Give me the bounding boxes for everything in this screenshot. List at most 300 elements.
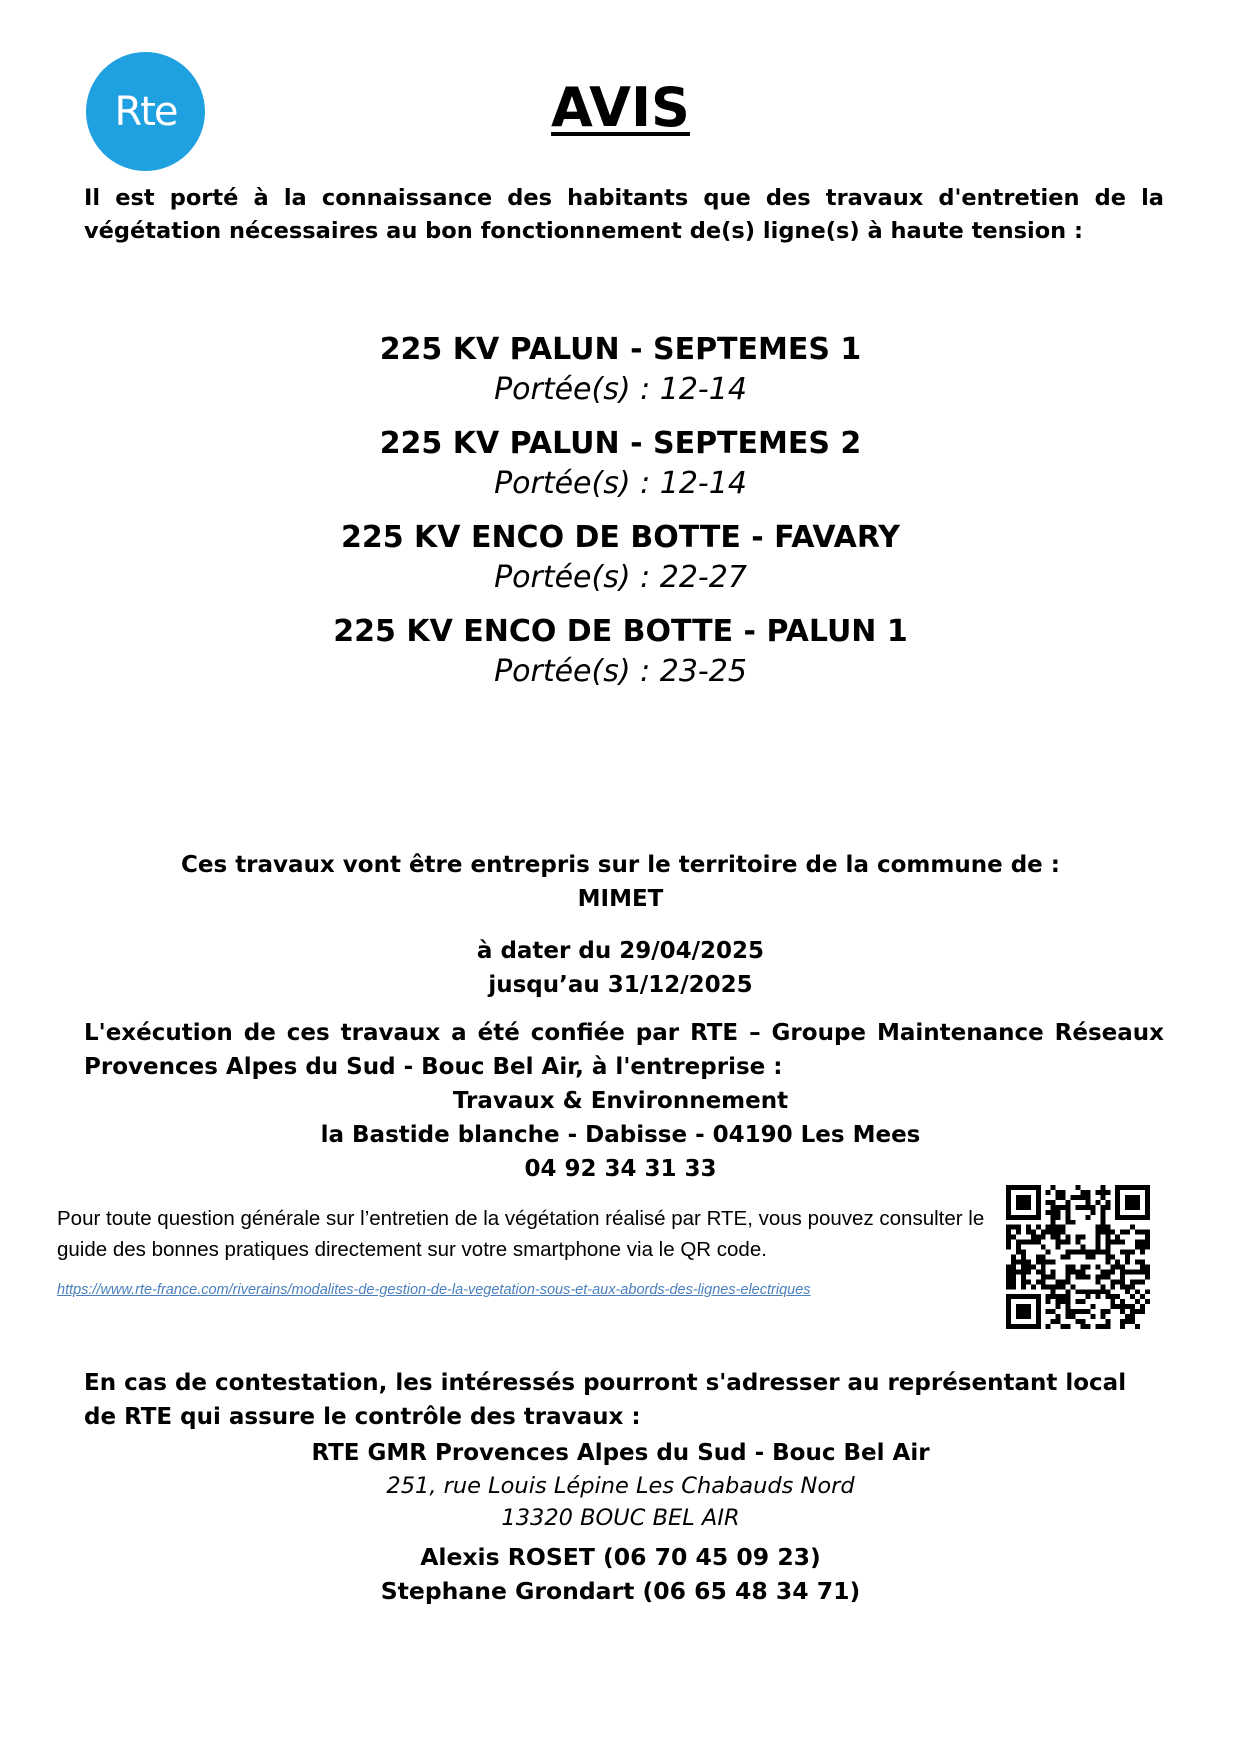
qr-module: [1080, 1190, 1085, 1195]
qr-module: [1095, 1279, 1100, 1284]
qr-module: [1145, 1235, 1150, 1240]
qr-module: [1080, 1245, 1085, 1250]
qr-module: [1006, 1279, 1011, 1284]
qr-module: [1026, 1279, 1031, 1284]
qr-module: [1026, 1240, 1031, 1245]
qr-module: [1105, 1225, 1110, 1230]
qr-module: [1135, 1245, 1140, 1250]
qr-module: [1080, 1205, 1085, 1210]
qr-module: [1036, 1279, 1041, 1284]
power-line-name: 225 KV PALUN - SEPTEMES 2: [379, 426, 862, 461]
qr-module: [1140, 1294, 1145, 1299]
qr-module: [1085, 1309, 1090, 1314]
qr-module: [1011, 1225, 1016, 1230]
qr-module: [1135, 1309, 1140, 1314]
qr-module: [1051, 1259, 1056, 1264]
qr-module: [1110, 1299, 1115, 1304]
representative-org: RTE GMR Provences Alpes du Sud - Bouc Bel Air: [311, 1440, 930, 1466]
qr-module: [1076, 1240, 1081, 1245]
qr-module: [1110, 1264, 1115, 1269]
qr-module: [1100, 1284, 1105, 1289]
power-line-name: 225 KV ENCO DE BOTTE - PALUN 1: [333, 614, 908, 649]
qr-module: [1120, 1304, 1125, 1309]
qr-module: [1090, 1255, 1095, 1260]
qr-module: [1041, 1269, 1046, 1274]
company-address: la Bastide blanche - Dabisse - 04190 Les Mees: [320, 1122, 921, 1148]
qr-module: [1125, 1250, 1130, 1255]
guide-link[interactable]: https://www.rte-france.com/riverains/modalites-de-gestion-de-la-vegetation-sous-et-aux-abords-des-lignes-electriques: [57, 1282, 811, 1298]
qr-module: [1051, 1230, 1056, 1235]
qr-module: [1100, 1274, 1105, 1279]
qr-module: [1100, 1205, 1105, 1210]
qr-module: [1105, 1269, 1110, 1274]
qr-module: [1085, 1250, 1090, 1255]
power-lines-list: [0, 330, 1241, 706]
qr-module: [1120, 1269, 1125, 1274]
qr-code[interactable]: [1006, 1185, 1150, 1329]
qr-module: [1016, 1259, 1021, 1264]
qr-module: [1036, 1235, 1041, 1240]
qr-module: [1135, 1324, 1140, 1329]
qr-module: [1100, 1230, 1105, 1235]
intro-paragraph: Il est porté à la connaissance des habitants que des travaux d'entretien de la végétation nécessaires au bon fonctionnement de(s) ligne(s) à haute tension :: [84, 185, 1164, 244]
qr-module: [1125, 1195, 1140, 1210]
qr-module: [1110, 1255, 1115, 1260]
qr-module: [1056, 1304, 1061, 1309]
qr-module: [1021, 1284, 1026, 1289]
qr-module: [1095, 1294, 1100, 1299]
qr-module: [1006, 1264, 1011, 1269]
qr-module: [1056, 1245, 1061, 1250]
representative-city: 13320 BOUC BEL AIR: [501, 1505, 740, 1531]
qr-module: [1036, 1269, 1041, 1274]
qr-module: [1016, 1230, 1021, 1235]
qr-module: [1066, 1269, 1071, 1274]
qr-module: [1090, 1314, 1095, 1319]
qr-module: [1120, 1319, 1125, 1324]
qr-module: [1145, 1230, 1150, 1235]
qr-module: [1105, 1259, 1110, 1264]
qr-module: [1046, 1259, 1051, 1264]
qr-module: [1056, 1240, 1061, 1245]
qr-module: [1100, 1314, 1105, 1319]
qr-module: [1080, 1324, 1085, 1329]
qr-module: [1066, 1309, 1071, 1314]
qr-module: [1076, 1309, 1081, 1314]
qr-module: [1115, 1304, 1120, 1309]
qr-module: [1061, 1284, 1066, 1289]
contact-person: Stephane Grondart (06 65 48 34 71): [380, 1577, 861, 1605]
qr-module: [1031, 1235, 1036, 1240]
qr-module: [1046, 1230, 1051, 1235]
power-line-span: Portée(s) : 22-27: [494, 560, 747, 595]
qr-module: [1016, 1240, 1021, 1245]
qr-module: [1105, 1240, 1110, 1245]
qr-module: [1145, 1289, 1150, 1294]
qr-module: [1080, 1264, 1085, 1269]
qr-module: [1090, 1205, 1095, 1210]
power-line-item: [0, 518, 1241, 598]
qr-module: [1066, 1220, 1071, 1225]
qr-module: [1105, 1235, 1110, 1240]
qr-module: [1095, 1274, 1100, 1279]
page-title: AVIS: [551, 76, 690, 139]
qr-module: [1016, 1245, 1021, 1250]
qr-module: [1110, 1269, 1115, 1274]
qr-module: [1085, 1195, 1090, 1200]
qr-module: [1130, 1319, 1135, 1324]
qr-module: [1061, 1230, 1066, 1235]
qr-module: [1011, 1274, 1016, 1279]
qr-module: [1140, 1269, 1145, 1274]
qr-module: [1006, 1284, 1011, 1289]
qr-module: [1085, 1324, 1090, 1329]
qr-module: [1056, 1205, 1061, 1210]
qr-module: [1085, 1215, 1090, 1220]
qr-module: [1130, 1314, 1135, 1319]
qr-module: [1120, 1230, 1125, 1235]
qr-module: [1051, 1274, 1056, 1279]
qr-module: [1056, 1279, 1061, 1284]
qr-module: [1061, 1225, 1066, 1230]
qr-module: [1006, 1269, 1011, 1274]
qr-module: [1046, 1299, 1051, 1304]
qr-module: [1125, 1284, 1130, 1289]
qr-module: [1021, 1264, 1026, 1269]
qr-module: [1135, 1259, 1140, 1264]
qr-module: [1080, 1319, 1085, 1324]
qr-module: [1071, 1250, 1076, 1255]
power-line-span: Portée(s) : 12-14: [494, 372, 747, 407]
qr-module: [1071, 1264, 1076, 1269]
qr-module: [1100, 1195, 1105, 1200]
qr-module: [1006, 1245, 1011, 1250]
power-line-item: [0, 612, 1241, 692]
qr-module: [1130, 1284, 1135, 1289]
qr-module: [1066, 1200, 1071, 1205]
qr-module: [1090, 1304, 1095, 1309]
qr-module: [1021, 1269, 1026, 1274]
qr-module: [1100, 1220, 1105, 1225]
qr-module: [1110, 1294, 1115, 1299]
qr-module: [1115, 1294, 1120, 1299]
qr-module: [1140, 1279, 1145, 1284]
qr-module: [1036, 1255, 1041, 1260]
rte-logo-text: Rte: [114, 88, 177, 135]
qr-module: [1051, 1225, 1056, 1230]
qr-module: [1085, 1264, 1090, 1269]
qr-module: [1066, 1279, 1071, 1284]
qr-module: [1066, 1240, 1071, 1245]
qr-module: [1061, 1205, 1066, 1210]
qr-module: [1100, 1215, 1105, 1220]
qr-module: [1046, 1324, 1051, 1329]
qr-module: [1090, 1289, 1095, 1294]
qr-module: [1115, 1259, 1120, 1264]
qr-module: [1036, 1225, 1041, 1230]
qr-module: [1145, 1264, 1150, 1269]
qr-module: [1110, 1304, 1115, 1309]
qr-module: [1026, 1259, 1031, 1264]
qr-module: [1026, 1230, 1031, 1235]
power-line-item: [0, 424, 1241, 504]
qr-module: [1140, 1304, 1145, 1309]
qr-module: [1051, 1284, 1056, 1289]
qr-module: [1056, 1215, 1061, 1220]
qr-module: [1041, 1274, 1046, 1279]
qr-module: [1061, 1240, 1066, 1245]
qr-module: [1120, 1274, 1125, 1279]
qr-module: [1066, 1314, 1071, 1319]
qr-module: [1076, 1185, 1081, 1190]
qr-module: [1085, 1205, 1090, 1210]
qr-module: [1061, 1299, 1066, 1304]
qr-module: [1056, 1230, 1061, 1235]
qr-module: [1051, 1319, 1056, 1324]
qr-module: [1105, 1309, 1110, 1314]
qr-module: [1051, 1309, 1056, 1314]
qr-module: [1105, 1289, 1110, 1294]
company-phone: 04 92 34 31 33: [524, 1156, 717, 1182]
qr-module: [1061, 1255, 1066, 1260]
qr-module: [1021, 1240, 1026, 1245]
qr-module: [1095, 1324, 1100, 1329]
qr-module: [1115, 1264, 1120, 1269]
qr-module: [1090, 1210, 1095, 1215]
qr-module: [1095, 1264, 1100, 1269]
qr-module: [1085, 1289, 1090, 1294]
qr-module: [1095, 1190, 1100, 1195]
qr-module: [1076, 1269, 1081, 1274]
contest-paragraph: En cas de contestation, les intéressés pourront s'adresser au représentant local de RTE qui assure le contrôle des travaux :: [84, 1370, 1127, 1430]
qr-module: [1120, 1240, 1125, 1245]
qr-module: [1080, 1250, 1085, 1255]
qr-module: [1135, 1279, 1140, 1284]
qr-module: [1056, 1190, 1061, 1195]
qr-module: [1051, 1215, 1056, 1220]
qr-module: [1051, 1289, 1056, 1294]
qr-module: [1140, 1264, 1145, 1269]
qr-module: [1140, 1230, 1145, 1235]
qr-module: [1006, 1235, 1011, 1240]
contacts-block: [0, 1540, 1241, 1608]
qr-module: [1066, 1299, 1071, 1304]
qr-module: [1066, 1304, 1071, 1309]
qr-module: [1080, 1274, 1085, 1279]
qr-module: [1100, 1289, 1105, 1294]
qr-module: [1066, 1250, 1071, 1255]
qr-module: [1006, 1274, 1011, 1279]
qr-module: [1095, 1240, 1100, 1245]
qr-module: [1011, 1279, 1016, 1284]
power-line-name: 225 KV PALUN - SEPTEMES 1: [379, 332, 862, 367]
qr-module: [1041, 1279, 1046, 1284]
qr-module: [1085, 1255, 1090, 1260]
qr-module: [1095, 1225, 1100, 1230]
company-block: [0, 1084, 1241, 1186]
power-line-name: 225 KV ENCO DE BOTTE - FAVARY: [340, 520, 900, 555]
qr-module: [1056, 1319, 1061, 1324]
qr-module: [1041, 1245, 1046, 1250]
qr-module: [1021, 1274, 1026, 1279]
qr-module: [1080, 1289, 1085, 1294]
qr-module: [1130, 1304, 1135, 1309]
dates-block: [0, 934, 1241, 1002]
qr-module: [1071, 1284, 1076, 1289]
qr-module: [1090, 1250, 1095, 1255]
qr-module: [1046, 1284, 1051, 1289]
qr-module: [1105, 1294, 1110, 1299]
qr-module: [1046, 1294, 1051, 1299]
qr-module: [1120, 1299, 1125, 1304]
qr-module: [1046, 1190, 1051, 1195]
qr-module: [1130, 1309, 1135, 1314]
qr-module: [1011, 1264, 1016, 1269]
qr-module: [1105, 1250, 1110, 1255]
qr-module: [1046, 1309, 1051, 1314]
qr-module: [1016, 1250, 1021, 1255]
qr-module: [1080, 1269, 1085, 1274]
qr-module: [1021, 1250, 1026, 1255]
qr-module: [1061, 1195, 1066, 1200]
qr-module: [1080, 1195, 1085, 1200]
qr-module: [1105, 1205, 1110, 1210]
qr-module: [1051, 1185, 1056, 1190]
qr-module: [1051, 1210, 1056, 1215]
qr-module: [1056, 1284, 1061, 1289]
qr-module: [1140, 1240, 1145, 1245]
qr-module: [1021, 1259, 1026, 1264]
qr-module: [1110, 1284, 1115, 1289]
qr-module: [1041, 1264, 1046, 1269]
qr-module: [1125, 1314, 1130, 1319]
qr-module: [1125, 1289, 1130, 1294]
representative-block: [0, 1436, 1241, 1534]
qr-module: [1006, 1225, 1011, 1230]
qr-module: [1130, 1250, 1135, 1255]
qr-module: [1016, 1195, 1031, 1210]
qr-module: [1100, 1190, 1105, 1195]
qr-module: [1066, 1289, 1071, 1294]
qr-module: [1105, 1274, 1110, 1279]
qr-module: [1046, 1225, 1051, 1230]
territory-block: [0, 848, 1241, 916]
qr-module: [1120, 1309, 1125, 1314]
qr-module: [1085, 1274, 1090, 1279]
qr-module: [1051, 1294, 1056, 1299]
qr-module: [1076, 1235, 1081, 1240]
power-line-span: Portée(s) : 12-14: [494, 466, 747, 501]
qr-module: [1011, 1235, 1016, 1240]
qr-module: [1076, 1319, 1081, 1324]
power-line-span: Portée(s) : 23-25: [494, 654, 747, 689]
qr-module: [1046, 1250, 1051, 1255]
qr-module: [1011, 1259, 1016, 1264]
qr-module: [1080, 1299, 1085, 1304]
qr-module: [1135, 1240, 1140, 1245]
info-paragraph: Pour toute question générale sur l’entretien de la végétation réalisé par RTE, vous pouvez consulter le guide des bonnes pratiques directement sur votre smartphone via le QR code.: [57, 1207, 985, 1261]
qr-module: [1115, 1235, 1120, 1240]
qr-module: [1095, 1230, 1100, 1235]
qr-module: [1021, 1255, 1026, 1260]
qr-module: [1125, 1269, 1130, 1274]
qr-module: [1056, 1210, 1061, 1215]
qr-module: [1120, 1279, 1125, 1284]
qr-module: [1066, 1215, 1071, 1220]
qr-module: [1016, 1269, 1021, 1274]
qr-module: [1066, 1235, 1071, 1240]
qr-module: [1085, 1294, 1090, 1299]
qr-module: [1076, 1195, 1081, 1200]
qr-module: [1110, 1240, 1115, 1245]
qr-module: [1135, 1269, 1140, 1274]
qr-module: [1061, 1294, 1066, 1299]
qr-module: [1051, 1235, 1056, 1240]
qr-module: [1140, 1259, 1145, 1264]
qr-module: [1061, 1190, 1066, 1195]
qr-module: [1145, 1269, 1150, 1274]
qr-module: [1056, 1235, 1061, 1240]
qr-module: [1011, 1255, 1016, 1260]
qr-module: [1066, 1324, 1071, 1329]
qr-module: [1041, 1255, 1046, 1260]
qr-module: [1011, 1269, 1016, 1274]
qr-module: [1046, 1274, 1051, 1279]
power-line-item: [0, 330, 1241, 410]
qr-module: [1056, 1294, 1061, 1299]
qr-module: [1135, 1230, 1140, 1235]
qr-module: [1066, 1205, 1071, 1210]
qr-module: [1066, 1264, 1071, 1269]
execution-paragraph: L'exécution de ces travaux a été confiée par RTE – Groupe Maintenance Réseaux Provences Alpes du Sud - Bouc Bel Air, à l'entreprise :: [84, 1020, 1164, 1080]
qr-module: [1135, 1289, 1140, 1294]
qr-module: [1076, 1289, 1081, 1294]
qr-module: [1031, 1264, 1036, 1269]
qr-module: [1125, 1319, 1130, 1324]
qr-module: [1105, 1190, 1110, 1195]
qr-module: [1071, 1309, 1076, 1314]
qr-module: [1026, 1225, 1031, 1230]
qr-module: [1125, 1230, 1130, 1235]
qr-module: [1076, 1250, 1081, 1255]
qr-module: [1026, 1269, 1031, 1274]
qr-module: [1105, 1245, 1110, 1250]
qr-module: [1076, 1274, 1081, 1279]
company-name: Travaux & Environnement: [452, 1088, 789, 1114]
qr-module: [1100, 1210, 1105, 1215]
qr-module: [1130, 1269, 1135, 1274]
qr-module: [1145, 1299, 1150, 1304]
qr-module: [1016, 1304, 1031, 1319]
qr-module: [1051, 1220, 1056, 1225]
qr-module: [1130, 1294, 1135, 1299]
qr-module: [1115, 1240, 1120, 1245]
qr-module: [1120, 1264, 1125, 1269]
qr-module: [1076, 1299, 1081, 1304]
qr-module: [1085, 1190, 1090, 1195]
qr-module: [1100, 1324, 1105, 1329]
qr-module: [1105, 1324, 1110, 1329]
qr-module: [1061, 1324, 1066, 1329]
qr-module: [1071, 1220, 1076, 1225]
qr-module: [1110, 1279, 1115, 1284]
qr-module: [1120, 1284, 1125, 1289]
territory-label: Ces travaux vont être entrepris sur le territoire de la commune de :: [181, 852, 1060, 878]
qr-module: [1066, 1210, 1071, 1215]
qr-module: [1056, 1314, 1061, 1319]
qr-module: [1100, 1225, 1105, 1230]
qr-module: [1140, 1245, 1145, 1250]
